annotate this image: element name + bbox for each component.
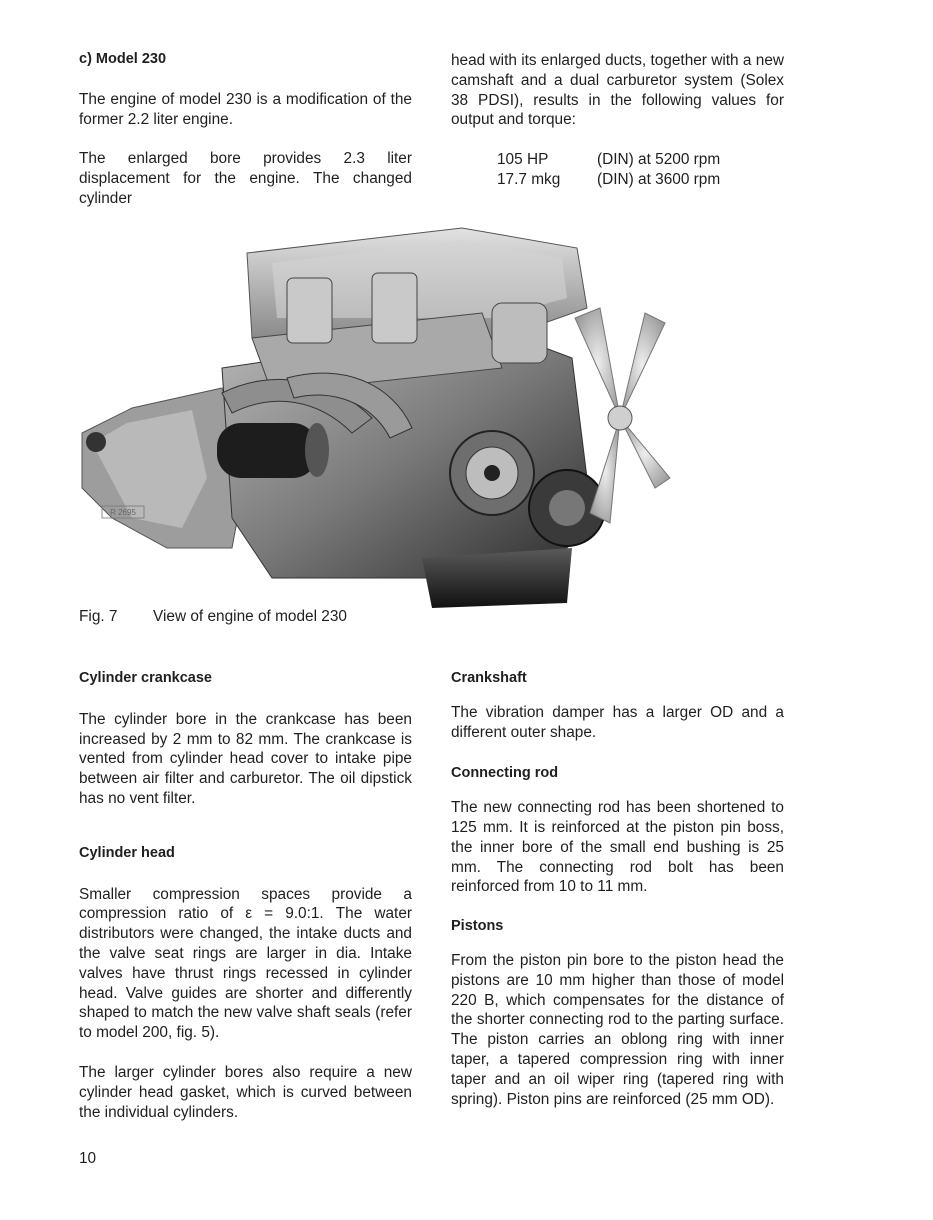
right-body-column xyxy=(451,669,784,1109)
figure-caption xyxy=(79,608,347,626)
spec-value: 17.7 mkg xyxy=(497,171,561,188)
figure-caption-text: View of engine of model 230 xyxy=(153,608,347,625)
section-heading-head: Cylinder head xyxy=(79,844,175,861)
output-torque-specs xyxy=(497,150,720,190)
section-text-crankshaft: The vibration damper has a larger OD and a different outer shape. xyxy=(451,703,784,741)
spec-value: 105 HP xyxy=(497,151,549,168)
intro-left-column xyxy=(79,50,412,209)
photo-stamp: R 2695 xyxy=(110,508,136,517)
engine-illustration xyxy=(72,218,692,613)
intro-paragraph-1: The engine of model 230 is a modification of the former 2.2 liter engine. xyxy=(79,90,412,128)
section-heading-crankshaft: Crankshaft xyxy=(451,670,527,686)
section-heading-pistons: Pistons xyxy=(451,918,504,935)
section-text-head-2: The larger cylinder bores also require a new cylinder head gasket, which is curved between the individual cylinders. xyxy=(79,1063,412,1121)
section-heading-connecting-rod: Connecting rod xyxy=(451,765,559,782)
figure-label: Fig. 7 xyxy=(79,608,118,625)
spec-condition: (DIN) at 3600 rpm xyxy=(597,171,721,188)
intro-paragraph-2: The enlarged bore provides 2.3 liter displacement for the engine. The changed cylinder xyxy=(79,150,412,207)
model-heading: c) Model 230 xyxy=(79,51,167,67)
section-text-pistons: From the piston pin bore to the piston head the pistons are 10 mm higher than those of model 220 B, which compensates for the distance of the shorter connecting rod to the parting surface. The piston carries an oblong ring with inner taper, a tapered compression ring with inner taper and an oil wiper ring (tapered ring with spring). Piston pins are reinforced (25 mm OD). xyxy=(451,951,784,1108)
section-text-head-1: Smaller compression spaces provide a compression ratio of ε = 9.0:1. The water distributors were changed, the intake ducts and the valve seat rings are larger in dia. Intake valves have thrust rings recessed in cylinder head. Valve guides are shorter and differently shaped to match the new valve shaft seals (refer to model 200, fig. 5). xyxy=(79,885,412,1042)
spec-row-torque xyxy=(497,170,720,190)
section-text-connecting-rod: The new connecting rod has been shortened to 125 mm. It is reinforced at the piston pin boss, the inner bore of the small end bushing is 25 mm. The connecting rod bolt has been reinforced from 10 to 11 mm. xyxy=(451,799,784,896)
page-number: 10 xyxy=(79,1150,97,1167)
section-heading-crankcase: Cylinder crankcase xyxy=(79,670,212,686)
spec-condition: (DIN) at 5200 rpm xyxy=(597,151,721,168)
spec-row-output xyxy=(497,150,720,170)
intro-paragraph-3: head with its enlarged ducts, together with a new camshaft and a dual carburetor system (Solex 38 PDSI), results in the following values for output and torque: xyxy=(451,52,784,129)
intro-right-column xyxy=(451,51,784,130)
left-body-column xyxy=(79,669,412,1122)
section-text-crankcase: The cylinder bore in the crankcase has been increased by 2 mm to 82 mm. The crankcase is vented from cylinder head cover to intake pipe between air filter and carburetor. The oil dipstick has no vent filter. xyxy=(79,710,412,807)
engine-photo xyxy=(72,218,692,613)
